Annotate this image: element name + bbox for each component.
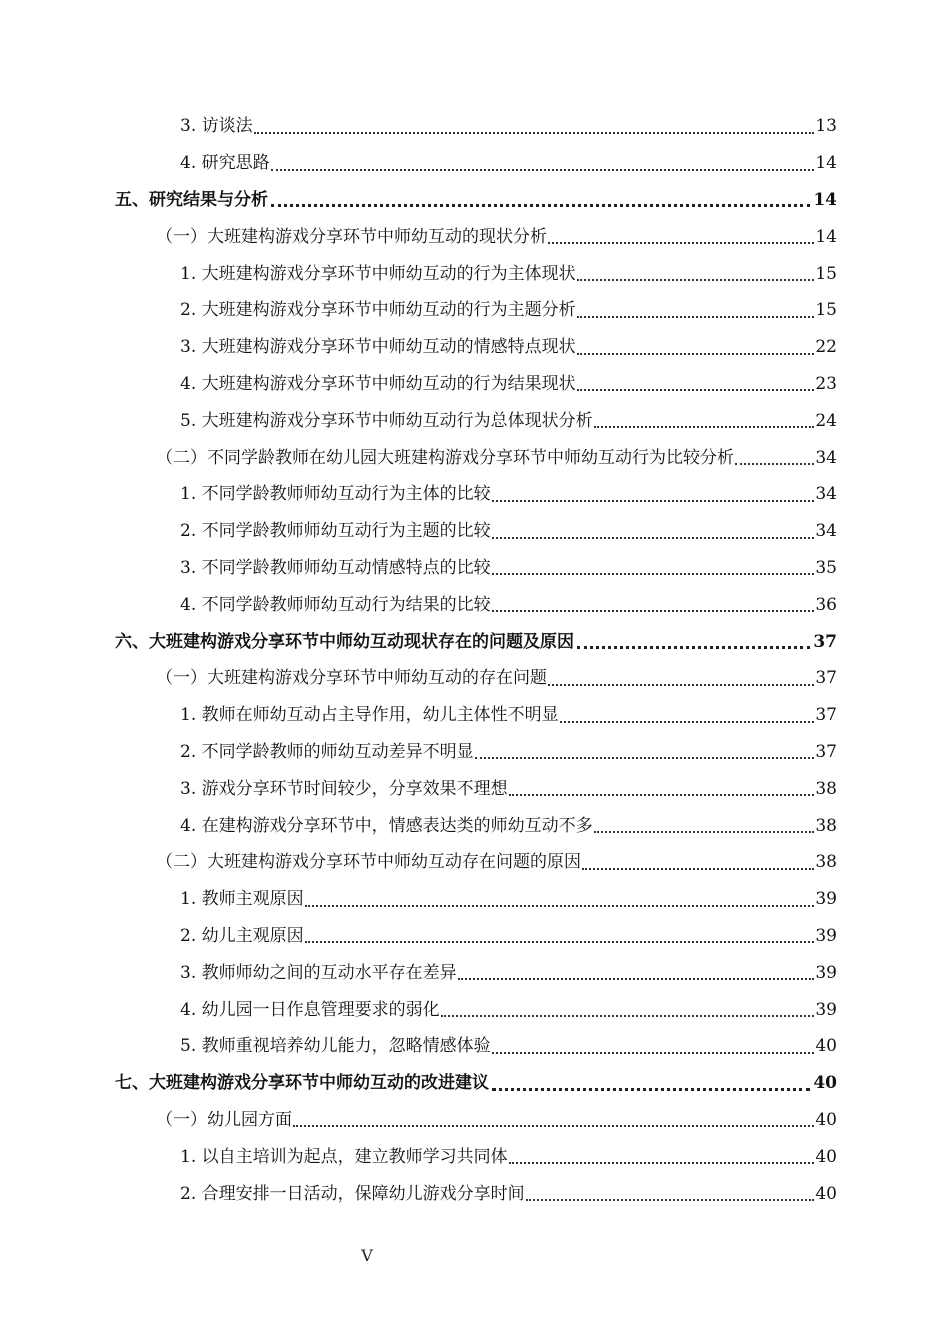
toc-entry-page-number: 40 bbox=[813, 1073, 837, 1094]
toc-entry-title: 七、大班建构游戏分享环节中师幼互动的改进建议 bbox=[115, 1073, 489, 1094]
toc-entry-title: 六、大班建构游戏分享环节中师幼互动现状存在的问题及原因 bbox=[115, 631, 574, 652]
toc-entry-page-number: 14 bbox=[813, 189, 837, 210]
toc-entry[interactable] bbox=[0, 954, 950, 991]
toc-entry-title: 1. 教师主观原因 bbox=[180, 889, 304, 910]
toc-entry[interactable] bbox=[0, 550, 950, 587]
toc-entry-title: 五、研究结果与分析 bbox=[115, 189, 268, 210]
toc-entry-page-number: 35 bbox=[815, 557, 837, 578]
toc-dot-leader bbox=[441, 1015, 815, 1017]
toc-entry[interactable] bbox=[0, 366, 950, 403]
toc-dot-leader bbox=[271, 169, 815, 171]
toc-entry-page-number: 39 bbox=[815, 999, 837, 1020]
toc-entry[interactable] bbox=[0, 1138, 950, 1175]
toc-entry-page-number: 34 bbox=[815, 447, 837, 468]
toc-dot-leader bbox=[293, 1125, 814, 1127]
toc-entry[interactable] bbox=[0, 991, 950, 1028]
toc-entry-page-number: 37 bbox=[813, 631, 837, 652]
toc-entry[interactable] bbox=[0, 218, 950, 255]
toc-entry-page-number: 37 bbox=[815, 705, 837, 726]
toc-entry-page-number: 40 bbox=[815, 1036, 837, 1057]
toc-entry[interactable] bbox=[0, 881, 950, 918]
toc-entry-page-number: 38 bbox=[815, 815, 837, 836]
toc-entry-page-number: 38 bbox=[815, 852, 837, 873]
toc-entry-title: 1. 以自主培训为起点，建立教师学习共同体 bbox=[180, 1146, 508, 1167]
toc-entry-title: 1. 大班建构游戏分享环节中师幼互动的行为主体现状 bbox=[180, 263, 576, 284]
toc-entry-title: 2. 幼儿主观原因 bbox=[180, 925, 304, 946]
toc-entry-title: 4. 不同学龄教师师幼互动行为结果的比较 bbox=[180, 594, 491, 615]
toc-entry-page-number: 38 bbox=[815, 778, 837, 799]
page-number: V bbox=[361, 1246, 373, 1265]
toc-entry[interactable] bbox=[0, 586, 950, 623]
toc-dot-leader bbox=[492, 500, 815, 502]
toc-dot-leader bbox=[492, 1052, 815, 1054]
toc-entry-page-number: 40 bbox=[815, 1109, 837, 1130]
toc-entry-title: 2. 不同学龄教师师幼互动行为主题的比较 bbox=[180, 521, 491, 542]
toc-dot-leader bbox=[271, 204, 810, 207]
toc-dot-leader bbox=[577, 646, 810, 649]
toc-entry-page-number: 37 bbox=[815, 741, 837, 762]
toc-entry-page-number: 15 bbox=[815, 263, 837, 284]
toc-entry[interactable] bbox=[0, 807, 950, 844]
toc-entry-title: 4. 幼儿园一日作息管理要求的弱化 bbox=[180, 999, 440, 1020]
toc-dot-leader bbox=[492, 573, 815, 575]
toc-dot-leader bbox=[305, 905, 815, 907]
toc-entry[interactable] bbox=[0, 918, 950, 955]
toc-entry[interactable] bbox=[0, 660, 950, 697]
toc-entry-title: （一）大班建构游戏分享环节中师幼互动的存在问题 bbox=[156, 668, 547, 689]
toc-entry[interactable] bbox=[0, 1065, 950, 1102]
toc-dot-leader bbox=[254, 132, 815, 134]
toc-entry-page-number: 34 bbox=[815, 484, 837, 505]
toc-dot-leader bbox=[509, 1162, 815, 1164]
toc-entry[interactable] bbox=[0, 402, 950, 439]
toc-entry-title: 4. 大班建构游戏分享环节中师幼互动的行为结果现状 bbox=[180, 373, 576, 394]
toc-dot-leader bbox=[594, 831, 815, 833]
toc-dot-leader bbox=[577, 353, 815, 355]
toc-entry-title: （一）幼儿园方面 bbox=[156, 1109, 292, 1130]
toc-entry-title: 3. 不同学龄教师师幼互动情感特点的比较 bbox=[180, 557, 491, 578]
toc-entry-page-number: 39 bbox=[815, 889, 837, 910]
toc-dot-leader bbox=[560, 721, 815, 723]
toc-entry-page-number: 39 bbox=[815, 925, 837, 946]
toc-entry-page-number: 22 bbox=[815, 337, 837, 358]
toc-dot-leader bbox=[492, 610, 815, 612]
toc-entry-title: 3. 大班建构游戏分享环节中师幼互动的情感特点现状 bbox=[180, 337, 576, 358]
toc-entry[interactable] bbox=[0, 145, 950, 182]
toc-entry[interactable] bbox=[0, 476, 950, 513]
toc-dot-leader bbox=[577, 389, 815, 391]
toc-entry-page-number: 39 bbox=[815, 962, 837, 983]
toc-entry[interactable] bbox=[0, 108, 950, 145]
toc-entry-title: （二）不同学龄教师在幼儿园大班建构游戏分享环节中师幼互动行为比较分析 bbox=[156, 447, 734, 468]
toc-entry-title: 3. 访谈法 bbox=[180, 116, 253, 137]
toc-entry-title: （二）大班建构游戏分享环节中师幼互动存在问题的原因 bbox=[156, 852, 581, 873]
toc-dot-leader bbox=[492, 1088, 810, 1091]
toc-dot-leader bbox=[305, 941, 815, 943]
table-of-contents bbox=[0, 108, 950, 1212]
toc-entry[interactable] bbox=[0, 1175, 950, 1212]
toc-dot-leader bbox=[735, 463, 814, 465]
toc-entry[interactable] bbox=[0, 697, 950, 734]
toc-dot-leader bbox=[577, 279, 815, 281]
toc-entry-page-number: 24 bbox=[815, 410, 837, 431]
toc-entry[interactable] bbox=[0, 623, 950, 660]
toc-entry-page-number: 36 bbox=[815, 594, 837, 615]
toc-entry-title: 3. 教师师幼之间的互动水平存在差异 bbox=[180, 962, 457, 983]
toc-entry-page-number: 37 bbox=[815, 668, 837, 689]
toc-dot-leader bbox=[509, 794, 815, 796]
toc-entry[interactable] bbox=[0, 329, 950, 366]
toc-entry-title: 1. 不同学龄教师师幼互动行为主体的比较 bbox=[180, 484, 491, 505]
toc-dot-leader bbox=[475, 757, 815, 759]
toc-entry-page-number: 15 bbox=[815, 300, 837, 321]
toc-entry[interactable] bbox=[0, 292, 950, 329]
toc-dot-leader bbox=[577, 316, 815, 318]
toc-dot-leader bbox=[582, 868, 814, 870]
toc-entry-title: 5. 大班建构游戏分享环节中师幼互动行为总体现状分析 bbox=[180, 410, 593, 431]
toc-dot-leader bbox=[492, 537, 815, 539]
toc-entry[interactable] bbox=[0, 439, 950, 476]
toc-dot-leader bbox=[458, 978, 815, 980]
toc-entry-title: 1. 教师在师幼互动占主导作用，幼儿主体性不明显 bbox=[180, 705, 559, 726]
toc-dot-leader bbox=[526, 1199, 815, 1201]
toc-entry-page-number: 34 bbox=[815, 521, 837, 542]
toc-entry[interactable] bbox=[0, 182, 950, 219]
toc-dot-leader bbox=[548, 242, 814, 244]
toc-entry-page-number: 23 bbox=[815, 373, 837, 394]
toc-entry-title: 5. 教师重视培养幼儿能力，忽略情感体验 bbox=[180, 1036, 491, 1057]
toc-entry-title: 2. 大班建构游戏分享环节中师幼互动的行为主题分析 bbox=[180, 300, 576, 321]
toc-entry-title: （一）大班建构游戏分享环节中师幼互动的现状分析 bbox=[156, 226, 547, 247]
toc-dot-leader bbox=[594, 426, 815, 428]
toc-entry[interactable] bbox=[0, 734, 950, 771]
toc-entry[interactable] bbox=[0, 1028, 950, 1065]
toc-entry-title: 2. 不同学龄教师的师幼互动差异不明显 bbox=[180, 741, 474, 762]
toc-entry-title: 3. 游戏分享环节时间较少，分享效果不理想 bbox=[180, 778, 508, 799]
toc-entry-page-number: 40 bbox=[815, 1183, 837, 1204]
toc-entry[interactable] bbox=[0, 513, 950, 550]
toc-entry-page-number: 40 bbox=[815, 1146, 837, 1167]
toc-entry[interactable] bbox=[0, 1102, 950, 1139]
toc-entry-page-number: 14 bbox=[815, 226, 837, 247]
toc-entry-page-number: 14 bbox=[815, 153, 837, 174]
toc-entry-title: 4. 在建构游戏分享环节中，情感表达类的师幼互动不多 bbox=[180, 815, 593, 836]
toc-entry[interactable] bbox=[0, 770, 950, 807]
toc-entry[interactable] bbox=[0, 844, 950, 881]
toc-entry-title: 2. 合理安排一日活动，保障幼儿游戏分享时间 bbox=[180, 1183, 525, 1204]
toc-dot-leader bbox=[548, 684, 814, 686]
toc-entry-page-number: 13 bbox=[815, 116, 837, 137]
toc-entry-title: 4. 研究思路 bbox=[180, 153, 270, 174]
toc-entry[interactable] bbox=[0, 255, 950, 292]
